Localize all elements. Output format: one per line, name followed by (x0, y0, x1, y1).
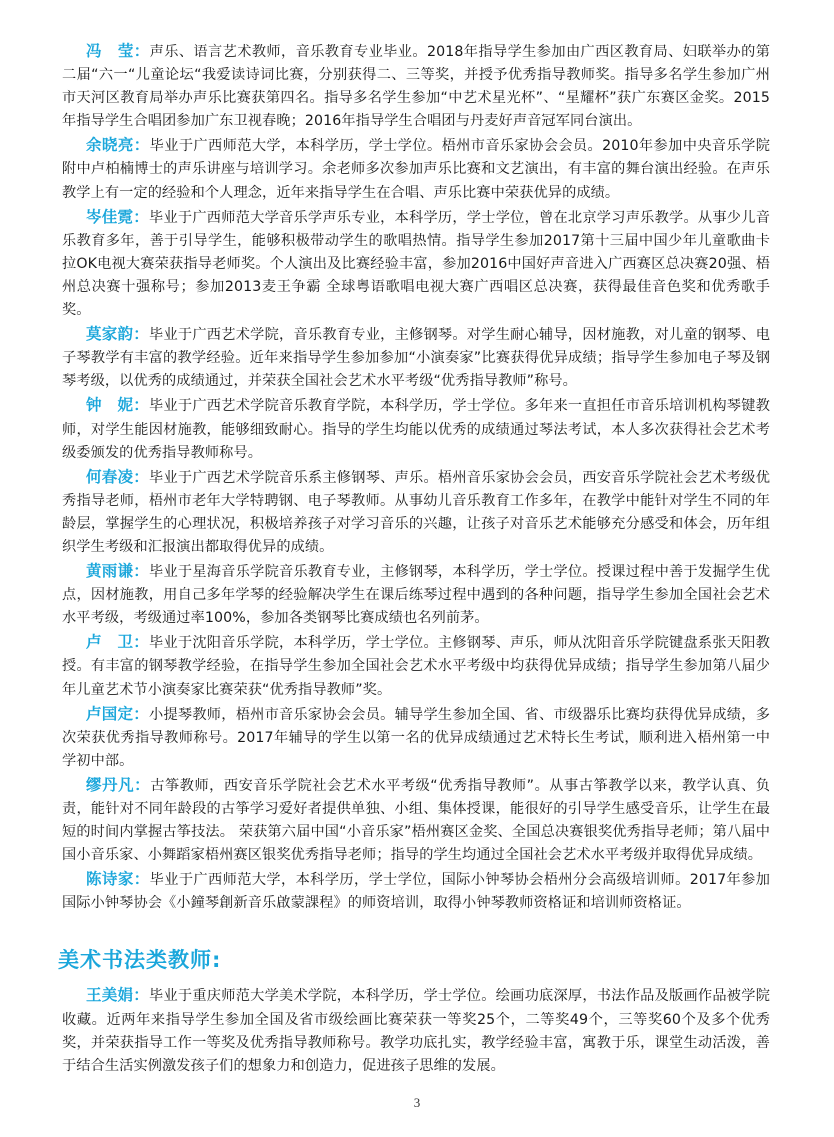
teacher-bio: 毕业于重庆师范大学美术学院，本科学历，学士学位。绘画功底深厚，书法作品及版画作品被学院收藏。近两年来指导学生参加全国及省市级绘画比赛荣获一等奖25个，二等奖49个，三等奖60个及多个优秀奖，并荣获指导工作一等奖及优秀指导教师称号。教学功底扎实，教学经验丰富，寓教于乐，课堂生动活泼，善于结合生活实例激发孩子们的想象力和创造力，促进孩子思维的发展。 (62, 988, 770, 1074)
teacher-bio: 古筝教师，西安音乐学院社会艺术水平考级“优秀指导教师”。从事古筝教学以来，教学认真、负责，能针对不同年龄段的古筝学习爱好者提供单独、小组、集体授课，能很好的引导学生感受音乐，让学生在最短的时间内掌握古筝技法。 荣获第六届中国“小音乐家”梧州赛区金奖、全国总决赛银奖优秀指导老师；第八届中国小音乐家、小舞蹈家梧州赛区银奖优秀指导老师；指导的学生均通过全国社会艺术水平考级并取得优异成绩。 (62, 777, 770, 864)
teacher-entry-huang-yuqian (62, 560, 770, 630)
teacher-entry-lu-wei (62, 631, 770, 701)
teacher-name: 王美娟： (86, 986, 150, 1005)
teacher-name: 莫家韵： (86, 325, 150, 344)
teacher-name: 缪丹凡： (86, 775, 151, 794)
teacher-name: 黄雨谦： (86, 562, 150, 581)
teacher-entry-wang-meijuan (62, 984, 770, 1077)
teacher-entry-zhong-ni (62, 394, 770, 464)
teacher-entry-chen-shijia (62, 868, 770, 915)
page-number: 3 (413, 1095, 421, 1110)
teacher-bio: 毕业于广西师范大学音乐学声乐专业，本科学历，学士学位，曾在北京学习声乐教学。从事少儿音乐教育多年，善于引导学生，能够积极带动学生的歌唱热情。指导学生参加2017第十三届中国少年儿童歌曲卡拉OK电视大赛荣获指导老师奖。个人演出及比赛经验丰富，参加2016中国好声音进入广西赛区总决赛20强、梧州总决赛十强称号；参加2013麦王争霸 全球粤语歌唱电视大赛广西唱区总决赛，获得最佳音色奖和优秀歌手奖。 (62, 209, 770, 319)
teacher-name: 卢国定： (86, 704, 150, 723)
teacher-bio: 毕业于广西艺术学院，音乐教育专业，主修钢琴。对学生耐心辅导，因材施教，对儿童的钢琴、电子琴教学有丰富的教学经验。近年来指导学生参加参加“小演奏家”比赛获得优异成绩；指导学生参加电子琴及钢琴考级，以优秀的成绩通过，并荣获全国社会艺术水平考级“优秀指导教师”称号。 (62, 327, 770, 390)
teacher-bio: 毕业于星海音乐学院音乐教育专业，主修钢琴，本科学历，学士学位。授课过程中善于发掘学生优点，因材施教，用自己多年学琴的经验解决学生在课后练琴过程中遇到的各种问题，指导学生参加全国社会艺术水平考级，考级通过率100%，参加各类钢琴比赛成绩也名列前茅。 (62, 564, 770, 627)
art-section-title: 美术书法类教师: (58, 948, 222, 973)
teacher-name: 冯 莹： (86, 42, 150, 60)
teacher-name: 卢 卫： (86, 633, 150, 652)
teacher-name: 何春凌： (86, 467, 150, 486)
teacher-bio: 毕业于广西师范大学，本科学历，学士学位。梧州市音乐家协会会员。2010年参加中央音乐学院附中卢柏楠博士的声乐讲座与培训学习。余老师多次参加声乐比赛和文艺演出，有丰富的舞台演出经验。在声乐教学上有一定的经验和个人理念，近年来指导学生在合唱、声乐比赛中荣获优异的成绩。 (62, 138, 770, 201)
teacher-bio: 声乐、语言艺术教师，音乐教育专业毕业。2018年指导学生参加由广西区教育局、妇联举办的第二届“六一“儿童论坛“我爱读诗词比赛，分别获得二、三等奖，并授予优秀指导教师奖。指导多名学生参加广州市天河区教育局举办声乐比赛获第四名。指导多名学生参加“中艺术星光杯”、“星耀杯”获广东赛区金奖。2015年指导学生合唱团参加广东卫视春晚；2016年指导学生合唱团与丹麦好声音冠军同台演出。 (62, 44, 770, 130)
teacher-name: 岑佳霓： (86, 207, 150, 226)
teacher-entry-miao-danfan (62, 774, 770, 867)
teacher-name: 余晓亮： (86, 136, 150, 155)
teacher-entry-mo-jiayun (62, 323, 770, 393)
teacher-name: 钟 妮： (86, 396, 150, 415)
teacher-entry-feng-ying (62, 40, 770, 133)
teacher-name: 陈诗家： (86, 870, 150, 889)
teacher-bio: 毕业于广西师范大学，本科学历，学士学位，国际小钟琴协会梧州分会高级培训师。2017年参加国际小钟琴协会《小鐘琴創新音乐啟蒙課程》的师资培训，取得小钟琴教师资格证和培训师资格证。 (62, 872, 770, 912)
teacher-bio: 毕业于沈阳音乐学院，本科学历，学士学位。主修钢琴、声乐，师从沈阳音乐学院键盘系张天阳教授。有丰富的钢琴教学经验，在指导学生参加全国社会艺术水平考级中均获得优异成绩；指导学生参加第八届少年儿童艺术节小演奏家比赛荣获“优秀指导教师”奖。 (62, 635, 770, 698)
teacher-bio: 毕业于广西艺术学院音乐系主修钢琴、声乐。梧州音乐家协会会员，西安音乐学院社会艺术考级优秀指导老师，梧州市老年大学特聘钢、电子琴教师。从事幼儿音乐教育工作多年，在教学中能针对学生不同的年龄层，掌握学生的心理状况，积极培养孩子对学习音乐的兴趣，让孩子对音乐艺术能够充分感受和体会，历年组织学生考级和汇报演出都取得优异的成绩。 (62, 469, 770, 555)
teacher-bio: 小提琴教师，梧州市音乐家协会会员。辅导学生参加全国、省、市级器乐比赛均获得优异成绩，多次荣获优秀指导教师称号。2017年辅导的学生以第一名的优异成绩通过艺术特长生考试，顺利进入梧州第一中学初中部。 (62, 706, 770, 769)
teacher-bio: 毕业于广西艺术学院音乐教育学院，本科学历，学士学位。多年来一直担任市音乐培训机构琴键教师，对学生能因材施教，能够细致耐心。指导的学生均能以优秀的成绩通过琴法考试，本人多次获得社会艺术考级委颁发的优秀指导教师称号。 (62, 398, 770, 461)
teacher-entry-he-chunling (62, 466, 770, 559)
document-body (58, 40, 770, 1079)
teacher-entry-yu-xiaoliang (62, 134, 770, 204)
teacher-entry-cen-jiani (62, 206, 770, 322)
teacher-entry-lu-guoding (62, 703, 770, 773)
